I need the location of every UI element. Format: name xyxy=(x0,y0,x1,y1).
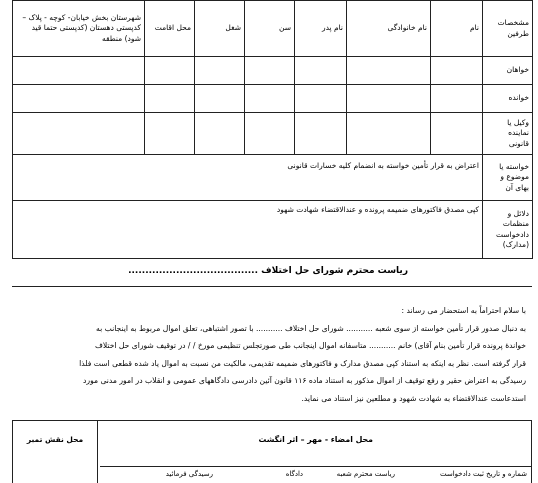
proceed-label: رسیدگی فرمائید xyxy=(165,470,213,478)
parties-table xyxy=(12,0,533,259)
table-cell[interactable] xyxy=(13,113,145,155)
table-cell[interactable] xyxy=(195,57,245,85)
evidence-value[interactable]: کپی مصدق فاکتورهای ضمیمه پرونده و عندالاقتضاء شهادت شهود xyxy=(13,201,483,259)
table-cell[interactable] xyxy=(245,113,295,155)
body-line: قرار گرفته است. نظر به اینکه به استناد کپی مصدق مدارک و فاکتورهای ضمیمه تقدیمی، مالکیت من نسبت به اموال یاد شده قطعی است فلذا xyxy=(79,358,526,368)
row-label-plaintiff: خواهان xyxy=(483,57,533,85)
petition-body xyxy=(14,302,526,408)
court-label: دادگاه xyxy=(285,470,303,478)
table-cell[interactable] xyxy=(195,113,245,155)
body-line: با سلام احتراماً به استحضار می رساند : xyxy=(401,306,526,315)
table-row-evidence xyxy=(13,201,533,259)
table-cell[interactable] xyxy=(13,57,145,85)
header-specs: مشخصات طرفین xyxy=(483,1,533,57)
signature-box[interactable] xyxy=(31,420,532,483)
table-cell[interactable] xyxy=(295,57,347,85)
signature-label: محل امضاء - مهر – اثر انگشت xyxy=(258,435,373,444)
table-cell[interactable] xyxy=(195,85,245,113)
table-cell[interactable] xyxy=(347,113,431,155)
table-cell[interactable] xyxy=(145,113,195,155)
body-line: خواندهٔ پرونده قرار تأمین بنام آقای) خانم ........... متاسفانه اموال اینجانب طی صورتجلس تنظیمی مورخ / / در توقیف شورای حل اختلاف xyxy=(95,341,526,351)
signature-area xyxy=(12,420,532,482)
table-header-row xyxy=(13,1,533,57)
table-cell[interactable] xyxy=(13,85,145,113)
registration-number-label: شماره و تاریخ ثبت دادخواست xyxy=(439,470,527,478)
table-row-lawyer xyxy=(13,113,533,155)
table-cell[interactable] xyxy=(145,57,195,85)
addressee-title-dots: ...................................... xyxy=(128,266,259,276)
header-name: نام xyxy=(431,1,483,57)
stamp-label: محل نقش تمبر xyxy=(26,435,84,444)
body-line: به دنبال صدور قرار تأمین خواسته از سوی شعبه ........... شورای حل اختلاف ........... با تصور اشتباهی، تعلق اموال مربوط به اینجانب به xyxy=(96,323,526,333)
table-cell[interactable] xyxy=(245,85,295,113)
header-age: سن xyxy=(245,1,295,57)
header-job: شغل xyxy=(195,1,245,57)
body-line: رسیدگی به اعتراض حقیر و رفع توقیف از اموال مذکور به استناد ماده ۱۱۶ قانون آئین دادرسی دادگاههای عمومی و انقلاب در امور مدنی مورد xyxy=(83,376,526,386)
request-value[interactable]: اعتراض به قرار تأمین خواسته به انضمام کلیه خسارات قانونی xyxy=(13,155,483,201)
table-row-request xyxy=(13,155,533,201)
registration-strip xyxy=(100,466,531,483)
table-row-defendant xyxy=(13,85,533,113)
table-cell[interactable] xyxy=(431,85,483,113)
table-cell[interactable] xyxy=(295,85,347,113)
header-residence: محل اقامت xyxy=(145,1,195,57)
row-label-defendant: خوانده xyxy=(483,85,533,113)
table-cell[interactable] xyxy=(245,57,295,85)
table-cell[interactable] xyxy=(347,85,431,113)
row-label-lawyer: وکیل یا نماینده قانونی xyxy=(483,113,533,155)
body-line: استدعاست عندالاقتضاء به شهادت شهود و مطلعین نیز استناد می نماید. xyxy=(301,393,526,403)
header-family: نام خانوادگی xyxy=(347,1,431,57)
table-cell[interactable] xyxy=(347,57,431,85)
addressee-title-text: ریاست محترم شورای حل اختلاف xyxy=(261,266,408,276)
header-father: نام پدر xyxy=(295,1,347,57)
title-divider xyxy=(12,286,532,287)
table-cell[interactable] xyxy=(145,85,195,113)
table-row-plaintiff xyxy=(13,57,533,85)
table-cell[interactable] xyxy=(431,57,483,85)
row-label-request: خواسته یا موضوع و بهای آن xyxy=(483,155,533,201)
header-address: شهرستان بخش خیابان- کوچه - پلاک – کدپستی دهستان (کدپستی حتما قید شود) منطقه xyxy=(13,1,145,57)
branch-head-label: ریاست محترم شعبه xyxy=(336,470,395,478)
table-cell[interactable] xyxy=(431,113,483,155)
table-cell[interactable] xyxy=(295,113,347,155)
row-label-evidence: دلائل و منظمات دادخواست (مدارک) xyxy=(483,201,533,259)
addressee-title xyxy=(12,266,532,276)
